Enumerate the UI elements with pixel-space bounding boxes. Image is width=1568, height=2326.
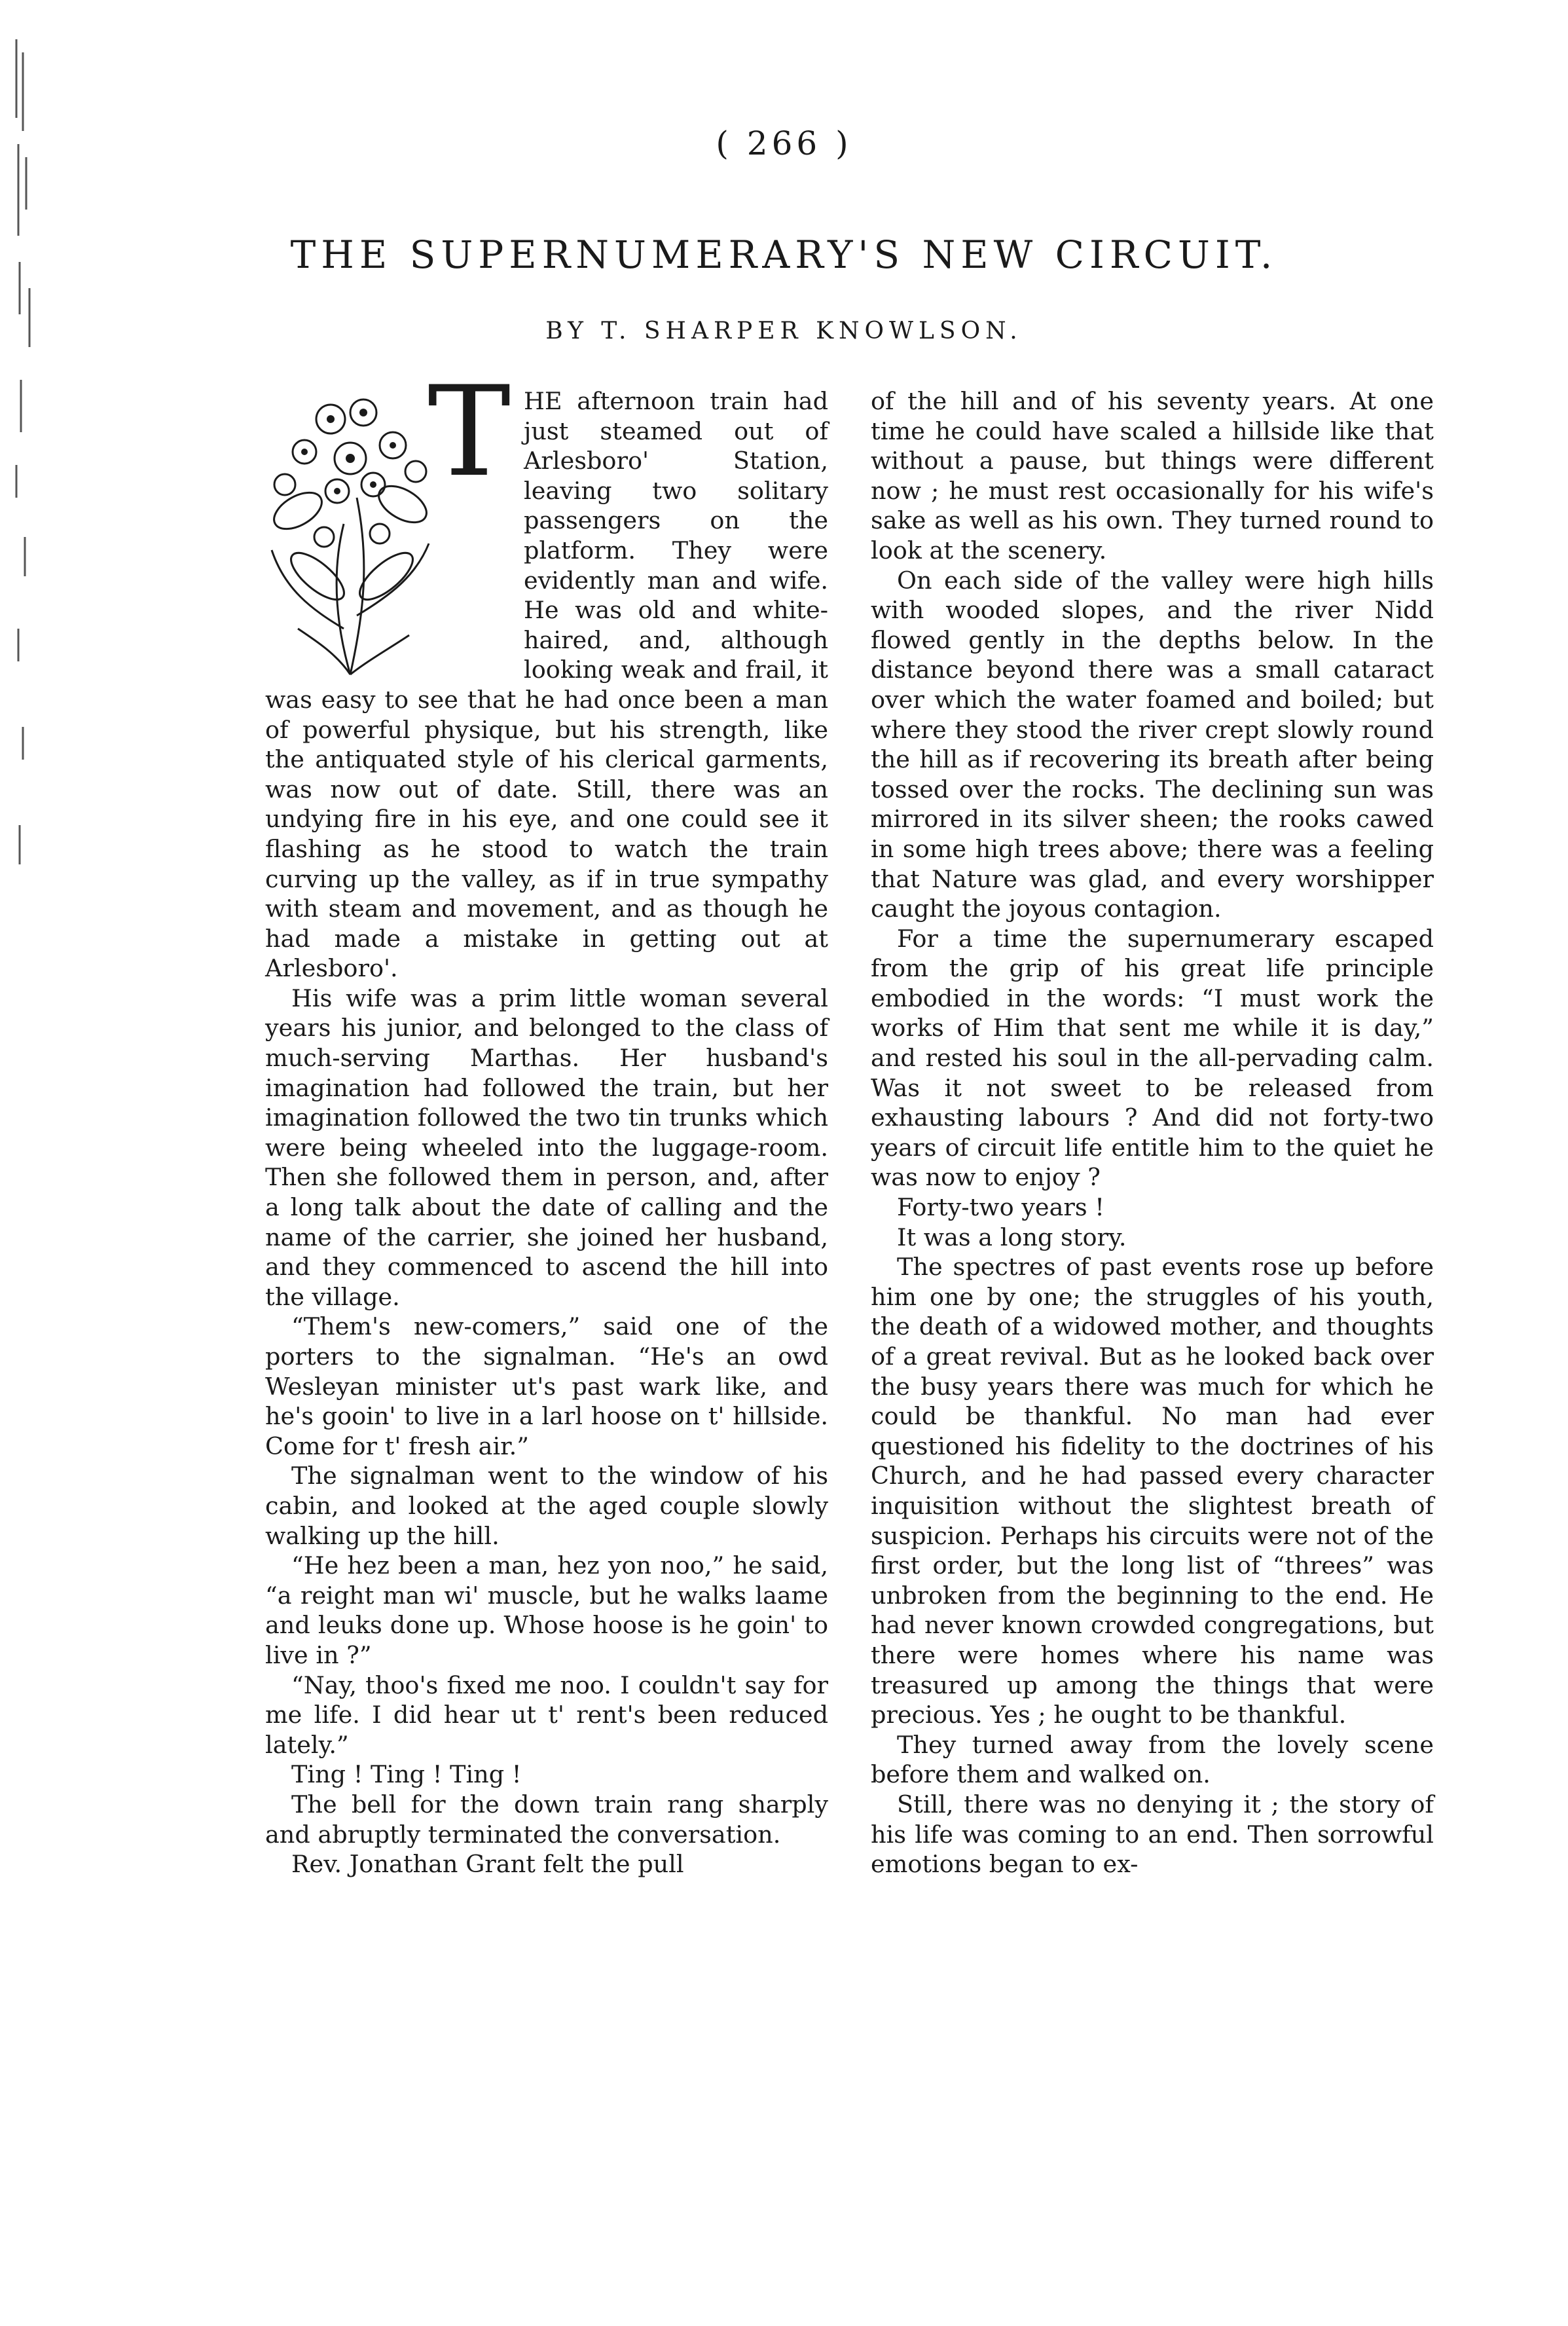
paragraph: “Them's new-comers,” said one of the porters to the signalman. “He's an owd Wesleyan minister ut's past wark like, and he's gooin' to live in a larl hoose on t' hillside. Come for t' fresh air.” bbox=[265, 1312, 828, 1460]
floral-ornament bbox=[259, 360, 517, 684]
paragraph: On each side of the valley were high hills with wooded slopes, and the river Nidd flowed gently in the depths below. In the distance beyond there was a small cataract over which the water foamed and boiled; but where they stood the river crept slowly round the hill as if recovering its breath after being tossed over the rocks. The declining sun was mirrored in its silver sheen; the rooks cawed in some high trees above; there was a feeling that Nature was glad, and every worshipper caught the joyous contagion. bbox=[871, 566, 1434, 923]
article-title: THE SUPERNUMERARY'S NEW CIRCUIT. bbox=[290, 232, 1278, 277]
article-byline: BY T. SHARPER KNOWLSON. bbox=[545, 318, 1023, 344]
paragraph: of the hill and of his seventy years. At one time he could have scaled a hillside like that without a pause, but things were different now ; he must rest occasionally for his wife's sake as well as his own. They turned round to look at the scenery. bbox=[871, 387, 1434, 564]
binding-margin-marks bbox=[7, 39, 65, 891]
drop-cap-letter: T bbox=[428, 360, 511, 504]
paragraph: For a time the supernumerary escaped from the grip of his great life principle embodied in the words: “I must work the works of Him that sent me while it is day,” and rested his soul in the all-pervading calm. Was it not sweet to be released from exhausting labours ? And did not forty-two years of circuit life entitle him to the quiet he was now to enjoy ? bbox=[871, 924, 1434, 1192]
paragraph: They turned away from the lovely scene before them and walked on. bbox=[871, 1730, 1434, 1789]
paragraph: The bell for the down train rang sharply and abruptly terminated the conversation. bbox=[265, 1790, 828, 1849]
paragraph: The signalman went to the window of his cabin, and looked at the aged couple slowly walking up the hill. bbox=[265, 1462, 828, 1550]
right-column bbox=[871, 386, 1434, 1879]
paragraph: Ting ! Ting ! Ting ! bbox=[291, 1760, 522, 1789]
paragraph: “Nay, thoo's fixed me noo. I couldn't say for me life. I did hear ut t' rent's been reduced lately.” bbox=[265, 1671, 828, 1759]
paragraph: Forty-two years ! bbox=[897, 1193, 1104, 1222]
paragraph: Still, there was no denying it ; the story of his life was coming to an end. Then sorrowful emotions began to ex- bbox=[871, 1790, 1434, 1879]
paragraph: Rev. Jonathan Grant felt the pull bbox=[291, 1850, 684, 1879]
flower-bouquet-icon bbox=[259, 380, 442, 684]
paragraph: It was a long story. bbox=[897, 1223, 1127, 1251]
paragraph: The spectres of past events rose up before him one by one; the struggles of his youth, the death of a widowed mother, and thoughts of a great revival. But as he looked back over the busy years there was much for which he could be thankful. No man had ever questioned his fidelity to the doctrines of his Church, and he had passed every character inquisition without the slightest breath of suspicion. Perhaps his circuits were not of the first order, but the long list of “threes” was unbroken from the beginning to the end. He had never known crowded congregations, but there were homes where his name was treasured up among the things that were precious. Yes ; he ought to be thankful. bbox=[871, 1253, 1434, 1729]
left-column bbox=[265, 360, 828, 1879]
page-number: ( 266 ) bbox=[716, 124, 852, 162]
paragraph: HE afternoon train had just steamed out of Arlesboro' Station, leaving two solitary passengers on the platform. They were evidently man and wife. He was old and white-haired, and, although looking weak and frail, it was easy to see that he had once been a man of powerful physique, but his strength, like the antiquated style of his clerical garments, was now out of date. Still, there was an undying fire in his eye, and one could see it flashing as he stood to watch the train curving up the valley, as if in true sympathy with steam and movement, and as though he had made a mistake in getting out at Arlesboro'. bbox=[265, 387, 828, 983]
paragraph: “He hez been a man, hez yon noo,” he said, “a reight man wi' muscle, but he walks laame and leuks done up. Whose hoose is he goin' to live in ?” bbox=[265, 1551, 828, 1669]
paragraph: His wife was a prim little woman several years his junior, and belonged to the class of much-serving Marthas. Her husband's imagination had followed the train, but her imagination followed the two tin trunks which were being wheeled into the luggage-room. Then she followed them in person, and, after a long talk about the date of calling and the name of the carrier, she joined her husband, and they commenced to ascend the hill into the village. bbox=[265, 984, 828, 1311]
